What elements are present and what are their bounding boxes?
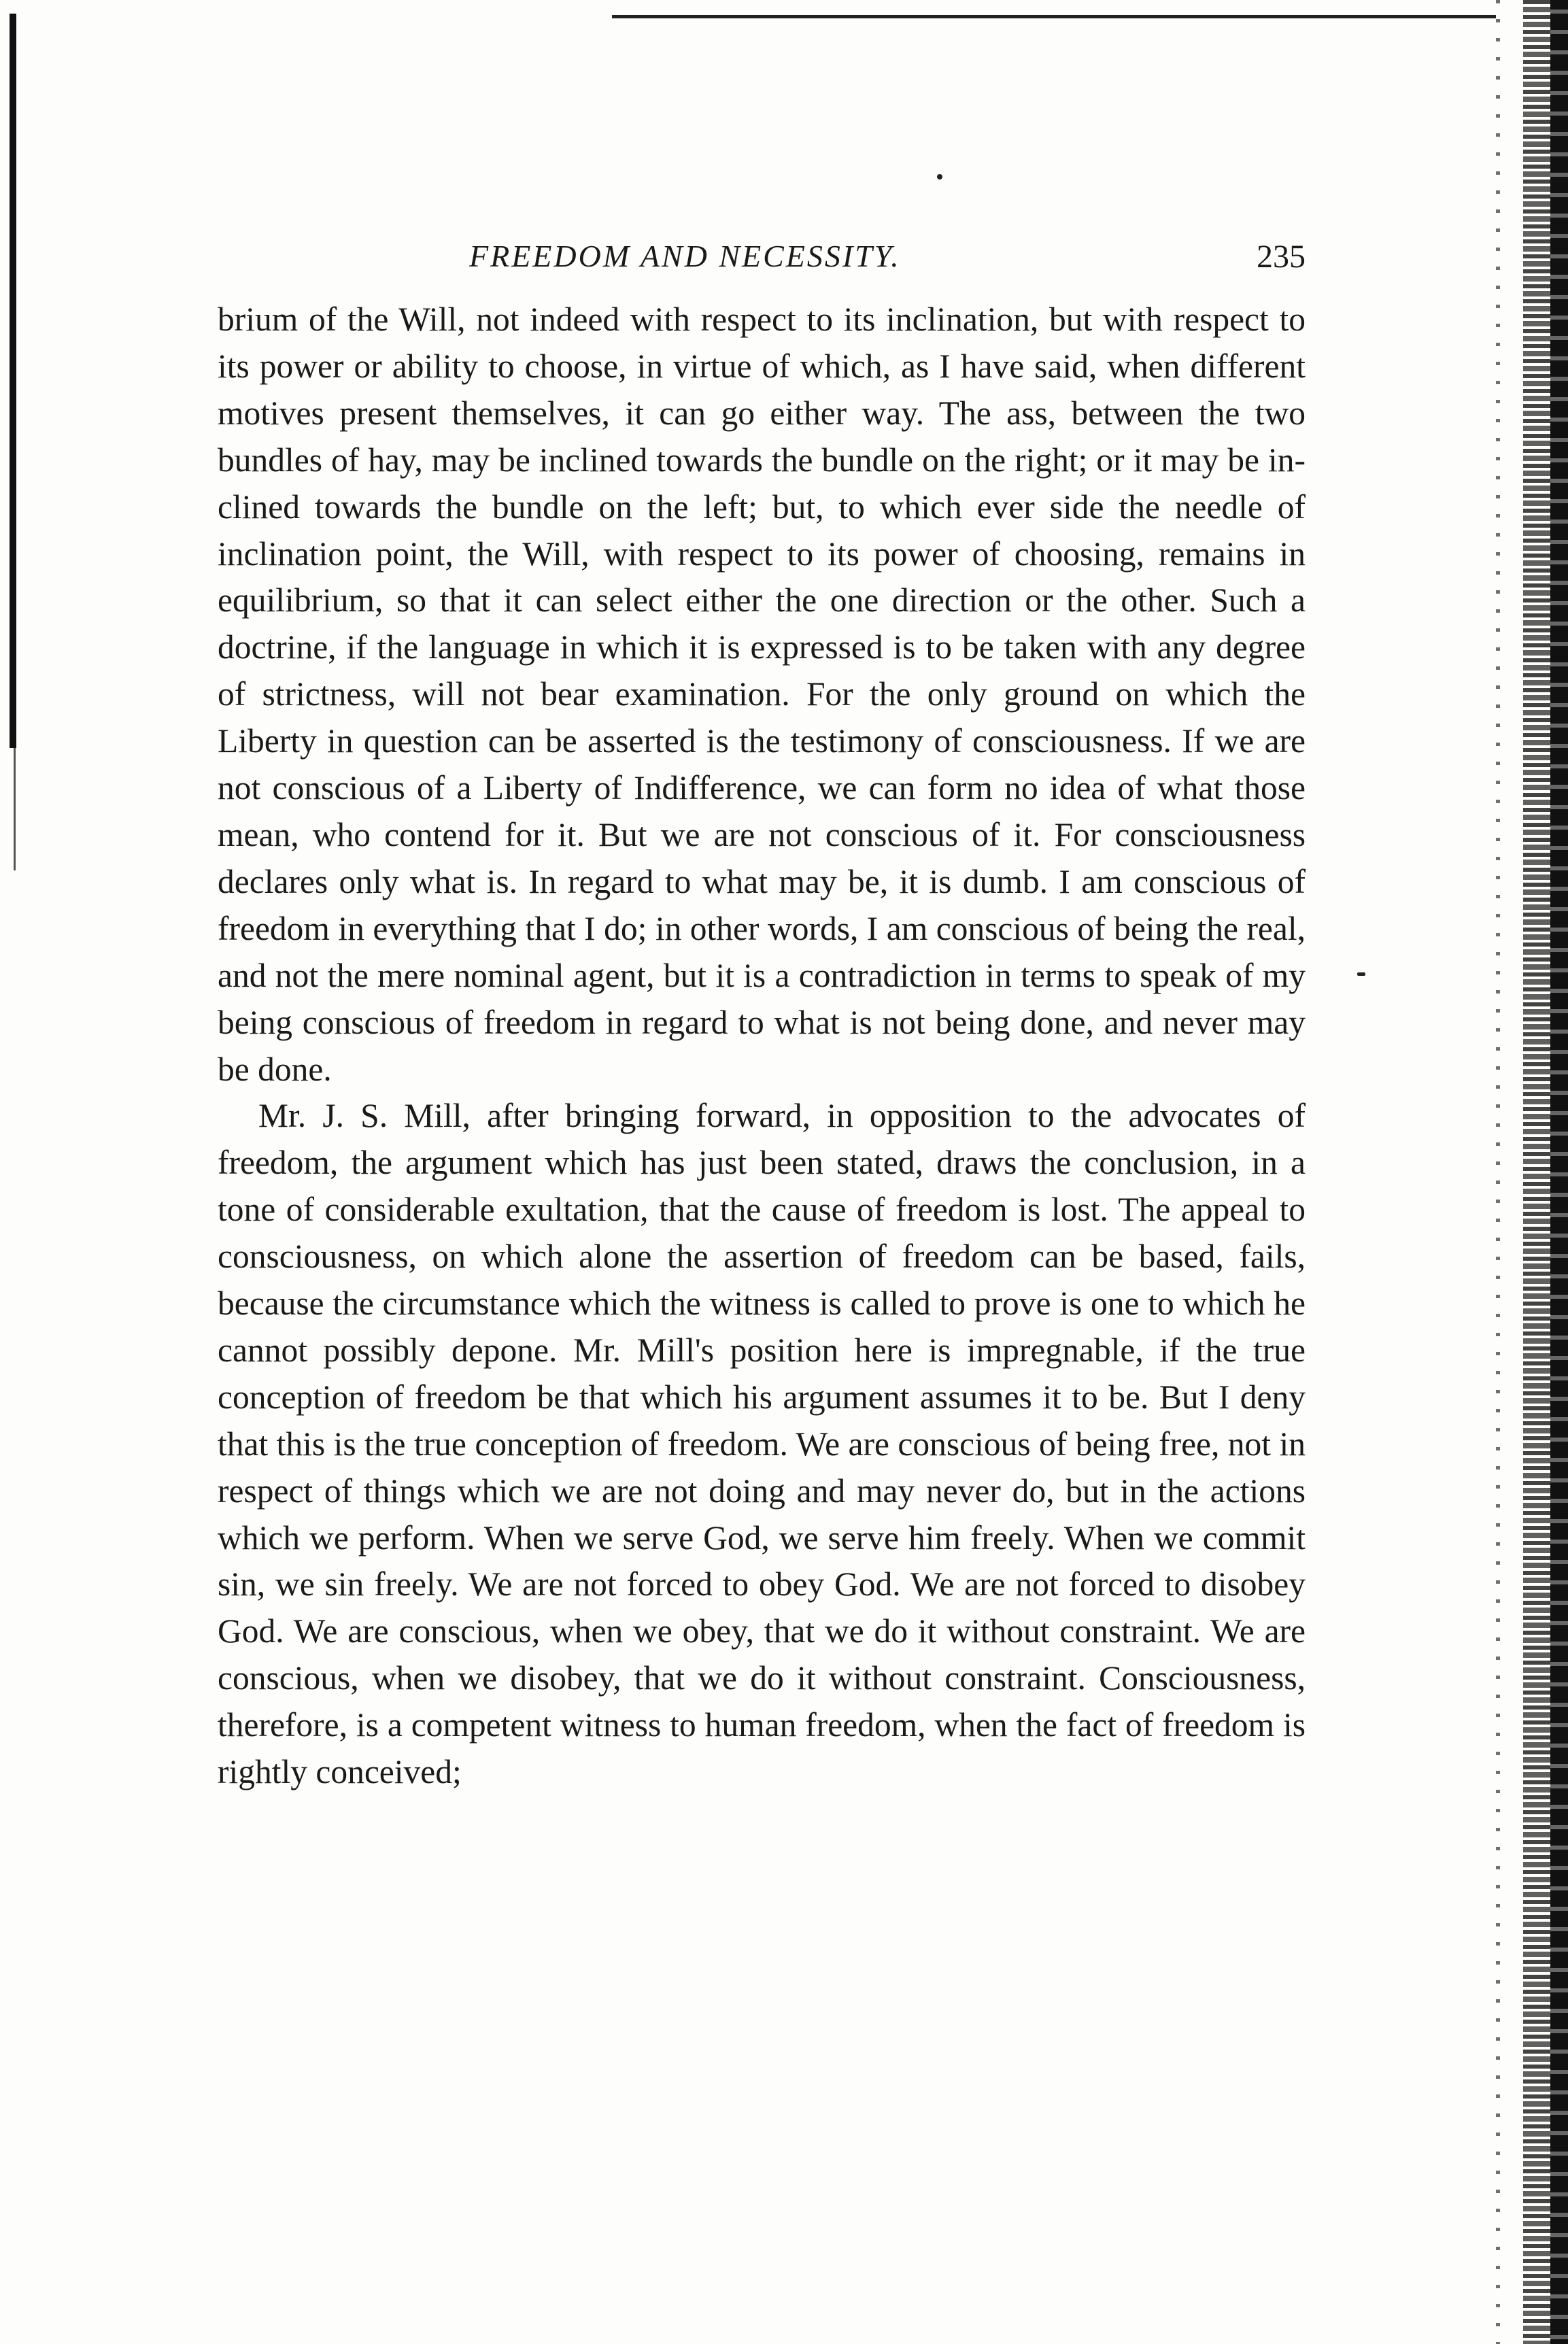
stray-mark: [1357, 972, 1365, 976]
paragraph: brium of the Will, not indeed with respect to its inclination, but with respect to its power or ability to choose, in virtue of which, as I have said, when different motives present themselves, it can go either way. The ass, between the two bundles of hay, may be inclined towards the bundle on the right; or it may be inclined towards the bundle on the left; but, to which ever side the needle of inclination point, the Will, with respect to its power of choosing, remains in equilibrium, so that it can select either the one direction or the other. Such a doctrine, if the language in which it is expressed is to be taken with any degree of strictness, will not bear examination. For the only ground on which the Liberty in question can be asserted is the testimony of consciousness. If we are not conscious of a Liberty of Indifference, we can form no idea of what those mean, who contend for it. But we are not conscious of it. For consciousness declares only what is. In regard to what may be, it is dumb. I am conscious of freedom in everything that I do; in other words, I am conscious of being the real, and not the mere nominal agent, but it is a contradiction in terms to speak of my being conscious of freedom in regard to what is not being done, and never may be done.: [218, 301, 1306, 1088]
body-text: [218, 296, 1306, 1796]
binding-edge: [10, 14, 16, 748]
edge-band-dark: [1550, 0, 1568, 2344]
edge-band: [1523, 0, 1550, 2344]
page-header: [218, 238, 1306, 286]
paragraph: Mr. J. S. Mill, after bringing forward, in opposition to the advocates of freedom, the argument which has just been stated, draws the conclusion, in a tone of considerable exultation, that the cause of freedom is lost. The appeal to consciousness, on which alone the assertion of freedom can be based, fails, because the circumstance which the witness is called to prove is one to which he cannot possibly depone. Mr. Mill's position here is impregnable, if the true conception of freedom be that which his argument assumes it to be. But I deny that this is the true conception of freedom. We are conscious of being free, not in respect of things which we are not doing and may never do, but in the actions which we perform. When we serve God, we serve him freely. When we commit sin, we sin freely. We are not forced to obey God. We are not forced to disobey God. We are conscious, when we obey, that we do it without constraint. We are conscious, when we disobey, that we do it without constraint. Consciousness, therefore, is a competent witness to human freedom, when the fact of freedom is rightly conceived;: [218, 1097, 1306, 1791]
right-page-edge: [1482, 0, 1568, 2344]
binding-edge-fade: [14, 748, 16, 870]
edge-dots: [1496, 0, 1500, 2344]
stray-mark: [937, 174, 942, 180]
top-page-edge: [612, 15, 1496, 18]
running-head: FREEDOM AND NECESSITY.: [469, 239, 901, 273]
page-number: 235: [1257, 239, 1306, 275]
